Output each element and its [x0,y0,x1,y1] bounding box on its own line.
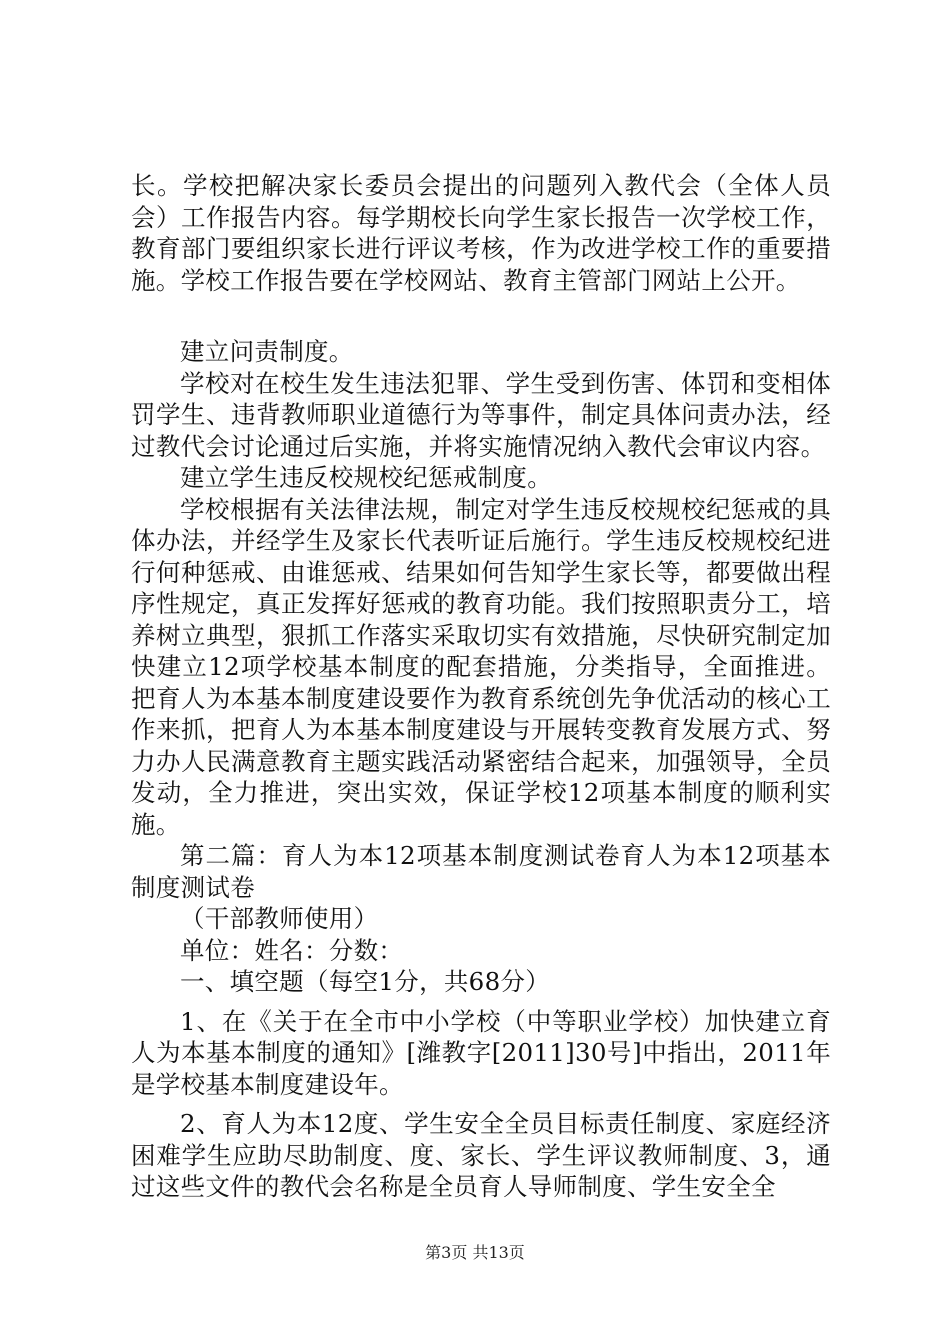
paragraph-audience-note: （干部教师使用） [180,904,379,933]
heading-discipline-system: 建立学生违反校规校纪惩戒制度。 [180,463,552,492]
paragraph-respondent-fields: 单位：姓名：分数： [180,935,404,965]
page-footer [0,1243,950,1263]
page-number-label: 第3页 共13页 [425,1243,525,1262]
paragraph-continuation: 长。学校把解决家长委员会提出的问题列入教代会（全体人员会）工作报告内容。每学期校长向学生家长报告一次学校工作，教育部门要组织家长进行评议考核，作为改进学校工作的重要措施。学校工作报告要在学校网站、教育主管部门网站上公开。 [131,171,831,295]
paragraph-question-1: 1、在《关于在全市中小学校（中等职业学校）加快建立育人为本基本制度的通知》[潍教字[2011]30号]中指出，2011年是学校基本制度建设年。 [131,1006,831,1099]
paragraph-section-fill-blank: 一、填空题（每空1分，共68分） [180,967,551,996]
heading-accountability-system: 建立问责制度。 [180,337,354,366]
paragraph-accountability: 学校对在校生发生违法犯罪、学生受到伤害、体罚和变相体罚学生、违背教师职业道德行为等事件，制定具体问责办法，经过教代会讨论通过后实施，并将实施情况纳入教代会审议内容。 [131,368,831,461]
paragraph-discipline: 学校根据有关法律法规，制定对学生违反校规校纪惩戒的具体办法，并经学生及家长代表听证后施行。学生违反校规校纪进行何种惩戒、由谁惩戒、结果如何告知学生家长等，都要做出程序性规定，真正发挥好惩戒的教育功能。我们按照职责分工，培养树立典型，狠抓工作落实采取切实有效措施，尽快研究制定加快建立12项学校基本制度的配套措施，分类指导，全面推进。把育人为本基本制度建设要作为教育系统创先争优活动的核心工作来抓，把育人为本基本制度建设与开展转变教育发展方式、努力办人民满意教育主题实践活动紧密结合起来，加强领导，全员发动，全力推进，突出实效，保证学校12项基本制度的顺利实施。 [131,494,831,839]
paragraph-part-two-title: 第二篇：育人为本12项基本制度测试卷育人为本12项基本制度测试卷 [131,841,831,902]
document-body [131,170,831,1203]
paragraph-question-2: 2、育人为本12度、学生安全全员目标责任制度、家庭经济困难学生应助尽助制度、度、家长、学生评议教师制度、3，通过这些文件的教代会名称是全员育人导师制度、学生安全全 [131,1109,832,1201]
